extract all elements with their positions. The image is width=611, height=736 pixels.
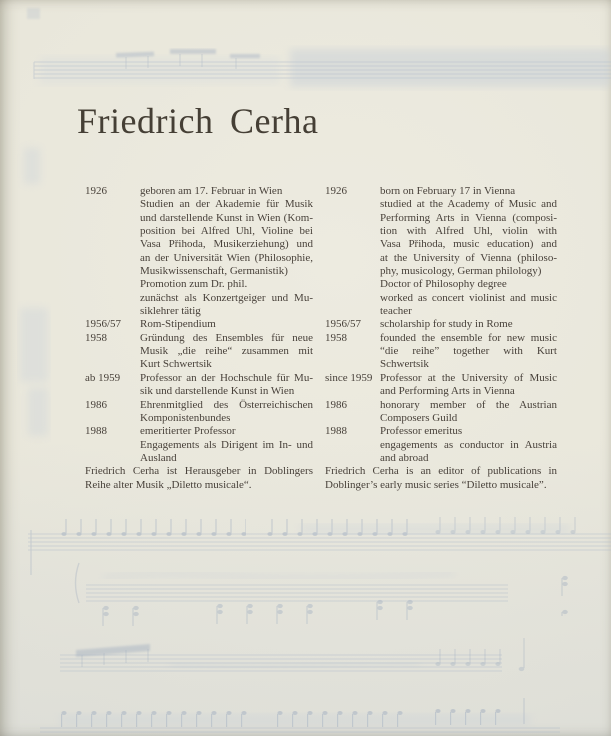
bio-line: studied at the Academy of Music and — [380, 198, 557, 211]
entry-row — [85, 425, 313, 465]
entry-year: since 1959 — [325, 371, 373, 384]
entry-row — [85, 185, 313, 318]
bio-line: Kurt Schwertsik — [140, 358, 212, 371]
bio-line: Gründung des Ensembles für neue — [140, 331, 313, 344]
entry-year: 1956/57 — [325, 318, 362, 331]
bio-line: Doctor of Philosophy degree — [380, 278, 507, 291]
bio-line: Vasa Přihoda, Musikerziehung) und — [140, 238, 313, 251]
entry-year: 1988 — [325, 425, 347, 438]
footer-line: Friedrich Cerha is an editor of publications in — [325, 465, 557, 478]
bio-line: Composers Guild — [380, 411, 458, 424]
bio-line: zunächst als Konzertgeiger und Mu- — [140, 291, 313, 304]
bio-line: and abroad — [380, 451, 429, 464]
column-english — [325, 185, 557, 492]
entry-year: 1958 — [85, 331, 107, 344]
entry-row — [325, 332, 557, 372]
bio-line: Performing Arts in Vienna (composi- — [380, 211, 557, 224]
footer-line: Doblinger’s early music series “Diletto musicale”. — [325, 478, 547, 491]
bio-line: founded the ensemble for new music — [380, 331, 557, 344]
entry-year: 1958 — [325, 331, 347, 344]
entry-year: ab 1959 — [85, 371, 121, 384]
bio-line: worked as concert violinist and music — [380, 291, 557, 304]
entry-text — [380, 372, 557, 399]
entry-text — [140, 185, 313, 318]
bio-line: Engagements als Dirigent im In- und — [140, 438, 313, 451]
bio-line: Musikwissenschaft, Germanistik) — [140, 265, 288, 278]
bio-line: sik und darstellende Kunst in Wien — [140, 385, 295, 398]
page-title: Friedrich Cerha — [77, 101, 319, 141]
bio-line: tion with Alfred Uhl, violin with — [380, 225, 557, 238]
bio-line: at the University of Vienna (philoso- — [380, 251, 557, 264]
column-german — [85, 185, 313, 492]
entry-year: 1956/57 — [85, 318, 122, 331]
bio-line: born on February 17 in Vienna — [380, 185, 516, 197]
bio-line: phy, musicology, German philology) — [380, 265, 542, 278]
bio-line: Professor an der Hochschule für Mu- — [140, 371, 313, 384]
bio-line: position bei Alfred Uhl, Violine bei — [140, 225, 313, 238]
bio-line: Studien an der Akademie für Musik — [140, 198, 313, 211]
entry-text — [380, 332, 557, 372]
bio-line: Professor at the University of Music — [380, 371, 557, 384]
bio-line: siklehrer tätig — [140, 305, 201, 318]
entry-row — [85, 372, 313, 399]
entry-row — [325, 372, 557, 399]
entry-text — [140, 318, 313, 331]
entry-row — [85, 399, 313, 426]
bio-line: Musik „die reihe“ zusammen mit — [140, 345, 313, 358]
bio-line: Schwertsik — [380, 358, 429, 371]
bio-line: Ausland — [140, 451, 177, 464]
bio-line: Vasa Přihoda, music education) and — [380, 238, 557, 251]
bio-line: engagements as conductor in Austria — [380, 438, 557, 451]
entry-text — [140, 332, 313, 372]
entry-year: 1986 — [325, 398, 347, 411]
entry-row — [325, 185, 557, 318]
entry-year: 1988 — [85, 425, 107, 438]
bio-line: geboren am 17. Februar in Wien — [140, 185, 283, 197]
bio-line: Professor emeritus — [380, 425, 463, 438]
entry-year: 1986 — [85, 398, 107, 411]
bio-line: scholarship for study in Rome — [380, 318, 513, 331]
entry-text — [380, 399, 557, 426]
bio-line: Rom-Stipendium — [140, 318, 216, 331]
bio-line: emeritierter Professor — [140, 425, 236, 438]
bio-line: Promotion zum Dr. phil. — [140, 278, 248, 291]
bio-line: honorary member of the Austrian — [380, 398, 557, 411]
entry-text — [380, 425, 557, 465]
footer-line: Reihe alter Musik „Diletto musicale“. — [85, 478, 252, 491]
bio-line: and Performing Arts in Vienna — [380, 385, 515, 398]
bio-line: an der Universität Wien (Philosophie, — [140, 251, 313, 264]
entry-text — [140, 425, 313, 465]
entry-year: 1926 — [325, 185, 347, 197]
bio-line: “die reihe” together with Kurt — [380, 345, 557, 358]
biography-columns — [85, 185, 557, 492]
entry-text — [140, 399, 313, 426]
bio-line: teacher — [380, 305, 412, 318]
bio-line: Ehrenmitglied des Österreichischen — [140, 398, 313, 411]
entry-text — [380, 185, 557, 318]
entry-row — [85, 318, 313, 331]
entry-year: 1926 — [85, 185, 107, 197]
bio-line: und darstellende Kunst in Wien (Kom- — [140, 211, 313, 224]
entry-row — [325, 399, 557, 426]
entry-row — [85, 332, 313, 372]
entry-row — [325, 318, 557, 331]
bio-line: Komponistenbundes — [140, 411, 231, 424]
entry-text — [380, 318, 557, 331]
entry-row — [325, 425, 557, 465]
footer-line: Friedrich Cerha ist Herausgeber in Doblingers — [85, 465, 313, 478]
entry-text — [140, 372, 313, 399]
